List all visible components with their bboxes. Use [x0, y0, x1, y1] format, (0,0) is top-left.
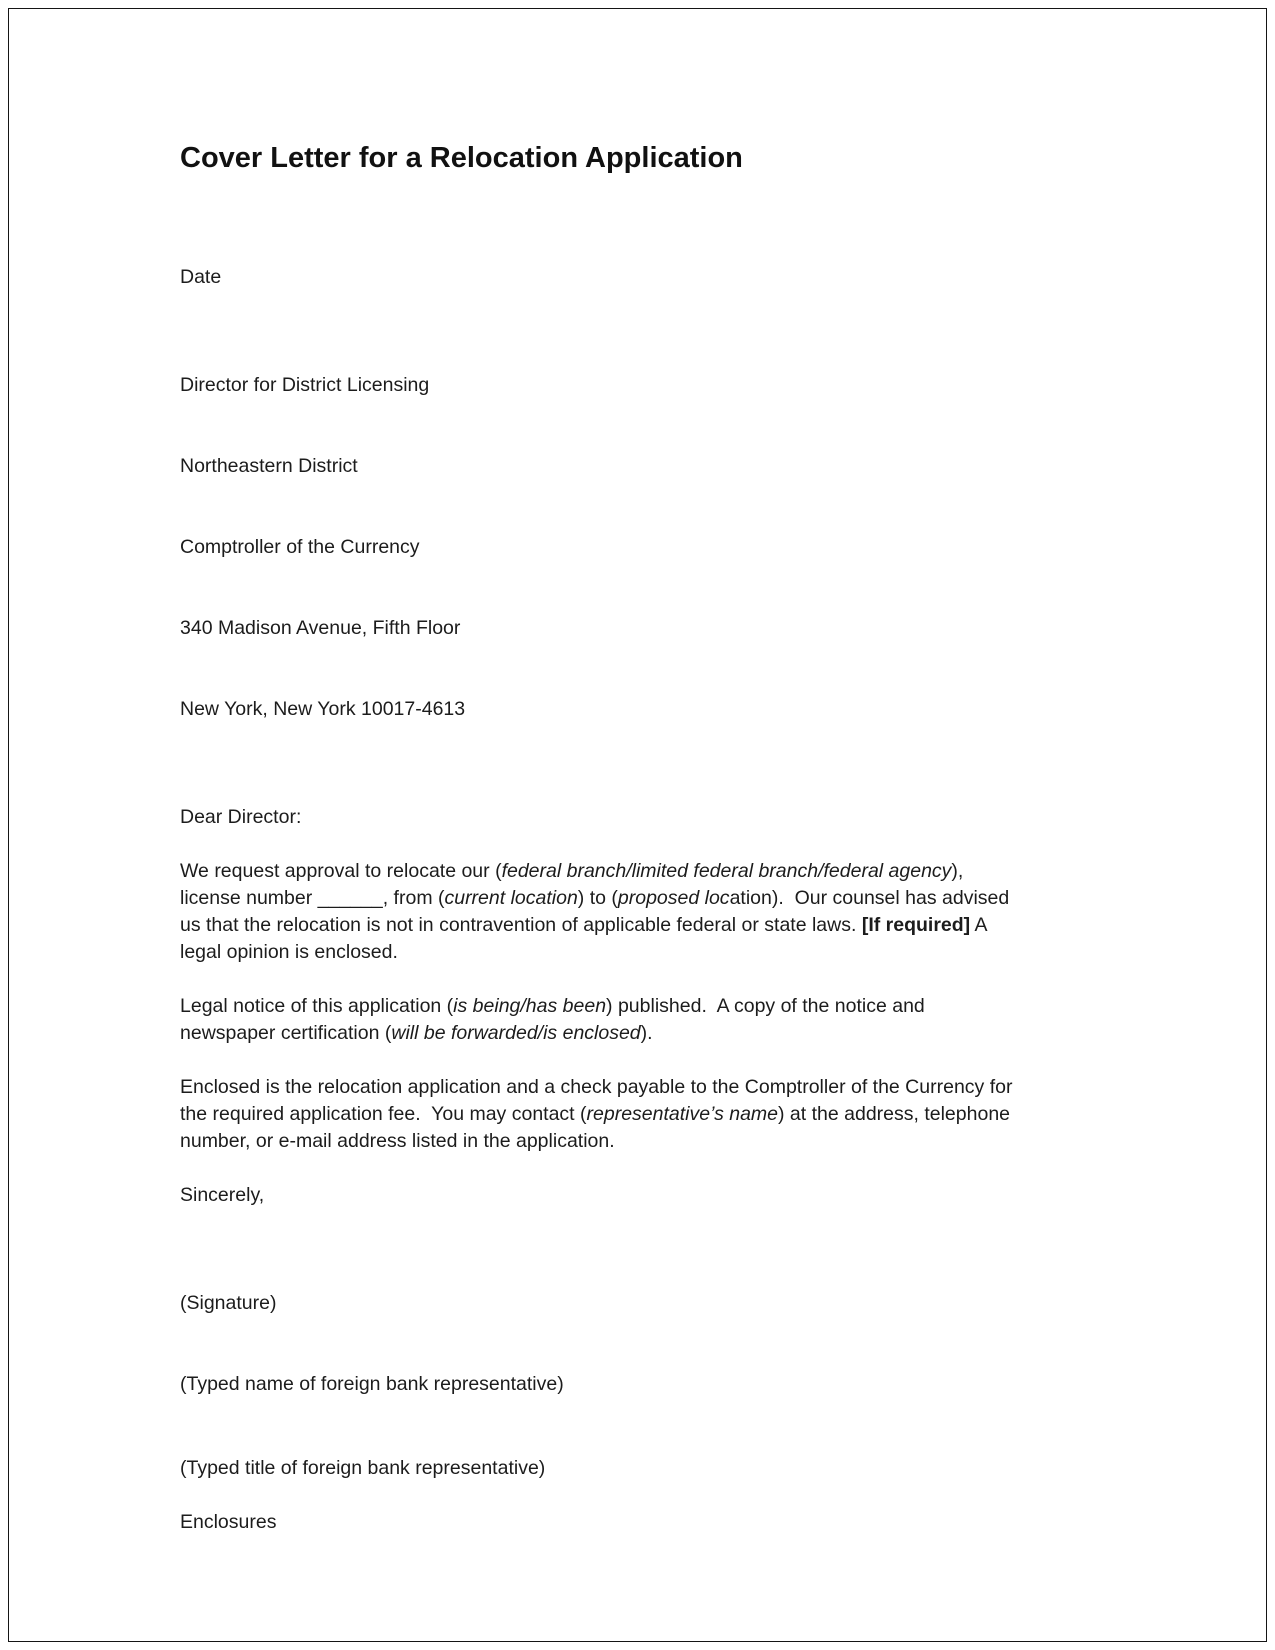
paragraph-request-approval: We request approval to relocate our (federal branch/limited federal branch/federal agency), license number ______, from (current location) to (proposed location). Our counsel has advised us that the relocation is not in contravention of applicable federal or state laws. [If required] A legal opinion is enclosed.	[180, 860, 1015, 963]
date-placeholder: Date	[180, 266, 222, 288]
typed-name-placeholder: (Typed name of foreign bank representative)	[180, 1373, 564, 1395]
enclosures-label: Enclosures	[180, 1511, 277, 1533]
recipient-line: Comptroller of the Currency	[180, 536, 420, 558]
recipient-address-block	[180, 318, 1022, 777]
salutation: Dear Director:	[180, 806, 302, 828]
paragraph-enclosed-application: Enclosed is the relocation application and a check payable to the Comptroller of the Currency for the required application fee. You may contact (representative’s name) at the address, telephone number, or e-mail address listed in the application.	[180, 1076, 1018, 1152]
recipient-line: New York, New York 10017-4613	[180, 698, 466, 720]
recipient-line: Director for District Licensing	[180, 374, 430, 396]
signature-placeholder: (Signature)	[180, 1292, 277, 1314]
typed-title-placeholder: (Typed title of foreign bank representative)	[180, 1457, 546, 1479]
letter-content	[180, 0, 1022, 1536]
closing: Sincerely,	[180, 1184, 265, 1206]
paragraph-legal-notice: Legal notice of this application (is being/has been) published. A copy of the notice and newspaper certification (will be forwarded/is enclosed).	[180, 995, 931, 1044]
recipient-line: Northeastern District	[180, 455, 358, 477]
recipient-line: 340 Madison Avenue, Fifth Floor	[180, 617, 461, 639]
page-title: Cover Letter for a Relocation Application	[180, 142, 743, 174]
